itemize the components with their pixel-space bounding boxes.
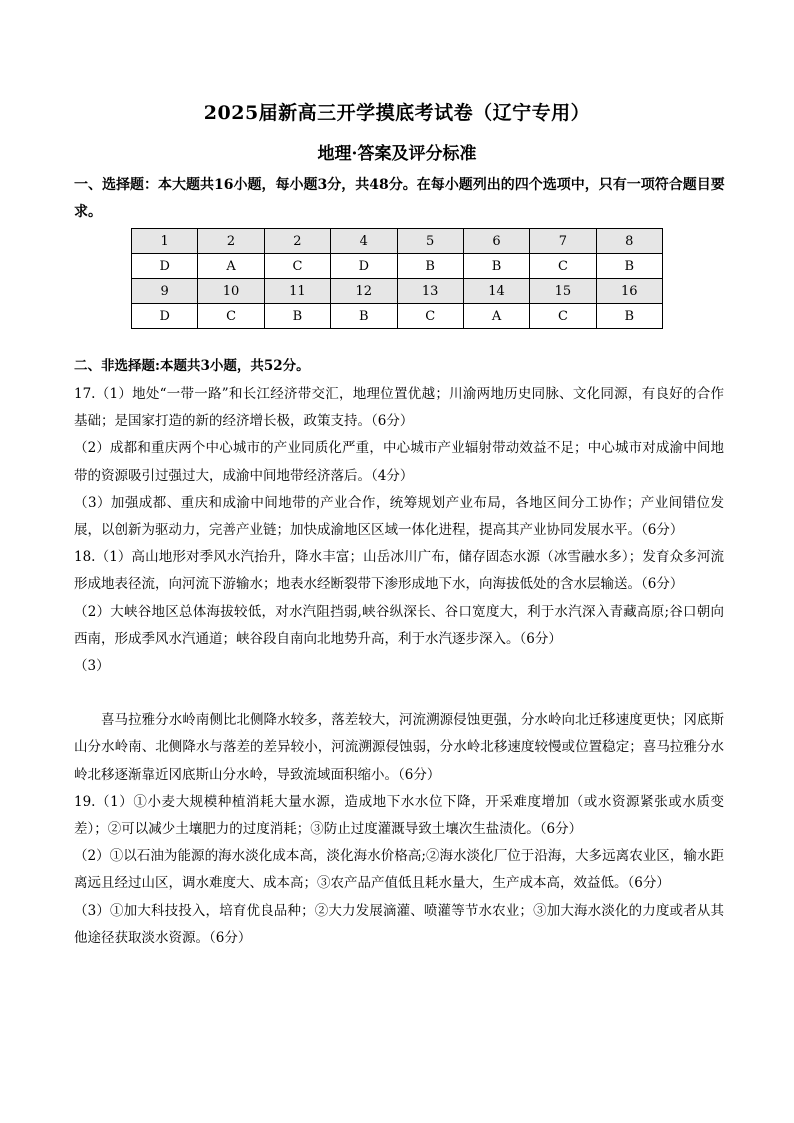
question-number-cell: 12: [331, 279, 397, 304]
answer-table-number-row: [132, 229, 663, 254]
q19-part2: （2）①以石油为能源的海水淡化成本高，淡化海水价格高;②海水淡化厂位于沿海，大多远离农业区，输水距离远且经过山区，调水难度大、成本高；③农产品产值低且耗水量大，生产成本高，效益低。（6分）: [74, 848, 724, 892]
question-number-cell: 7: [530, 229, 596, 254]
q19-part1: 19.（1）①小麦大规模种植消耗大量水源，造成地下水水位下降，开采难度增加（或水资源紧张或水质变差）；②可以减少土壤肥力的过度消耗；③防止过度灌溉导致土壤次生盐渍化。（6分）: [74, 793, 724, 838]
answer-cell: D: [331, 254, 397, 279]
answer-cell: B: [397, 254, 463, 279]
answer-cell: C: [530, 254, 596, 279]
answer-cell: C: [530, 304, 596, 329]
question-number-cell: 14: [463, 279, 529, 304]
answer-cell: C: [397, 304, 463, 329]
q18-part3: 喜马拉雅分水岭南侧比北侧降水较多，落差较大，河流溯源侵蚀更强，分水岭向北迁移速度更快；冈底斯山分水岭南、北侧降水与落差的差异较小，河流溯源侵蚀弱，分水岭北移速度较慢或位置稳定；喜马拉雅分水岭北移逐渐靠近冈底斯山分水岭，导致流域面积缩小。（6分）: [74, 712, 724, 783]
answer-cell: B: [596, 254, 662, 279]
q17-part1: 17.（1）地处“一带一路”和长江经济带交汇，地理位置优越；川渝两地历史同脉、文化同源，有良好的合作基础；是国家打造的新的经济增长极，政策支持。（6分）: [74, 386, 724, 430]
question-answers: [74, 381, 724, 952]
section-one-heading: 一、选择题：本大题共16小题，每小题3分，共48分。在每小题列出的四个选项中，只有一项符合题目要求。: [74, 177, 725, 220]
question-number-cell: 16: [596, 279, 662, 304]
answer-cell: A: [198, 254, 264, 279]
q17-part3: （3）加强成都、重庆和成渝中间地带的产业合作，统筹规划产业布局，各地区间分工协作；产业间错位发展，以创新为驱动力，完善产业链；加快成渝地区区域一体化进程，提高其产业协同发展水平。（6分）: [74, 494, 724, 539]
answer-table-answer-row: [132, 254, 663, 279]
q18-part1: 18.（1）高山地形对季风水汽抬升，降水丰富；山岳冰川广布，储存固态水源（冰雪融水多）；发育众多河流形成地表径流，向河流下游输水；地表水经断裂带下渗形成地下水，向海拔低处的含水层输送。（6分）: [74, 549, 724, 593]
blank-space: [74, 680, 724, 707]
q18-part2: （2）大峡谷地区总体海拔较低，对水汽阻挡弱,峡谷纵深长、谷口宽度大，利于水汽深入青藏高原;谷口朝向西南，形成季风水汽通道；峡谷段自南向北地势升高，利于水汽逐步深入。（6分）: [74, 603, 724, 647]
answer-cell: B: [596, 304, 662, 329]
question-number-cell: 2: [198, 229, 264, 254]
page-title: 2025届新高三开学摸底考试卷（辽宁专用）: [203, 102, 591, 124]
question-number-cell: 4: [331, 229, 397, 254]
question-number-cell: 13: [397, 279, 463, 304]
answer-cell: B: [463, 254, 529, 279]
question-number-cell: 11: [264, 279, 330, 304]
question-number-cell: 15: [530, 279, 596, 304]
answer-cell: A: [463, 304, 529, 329]
q17-part2: （2）成都和重庆两个中心城市的产业同质化严重，中心城市产业辐射带动效益不足；中心城市对成渝中间地带的资源吸引过强过大，成渝中间地带经济落后。（4分）: [74, 440, 724, 484]
q18-part3-label: （3）: [74, 658, 110, 675]
answer-cell: D: [132, 304, 198, 329]
answer-cell: B: [331, 304, 397, 329]
question-number-cell: 5: [397, 229, 463, 254]
question-number-cell: 10: [198, 279, 264, 304]
question-number-cell: 1: [132, 229, 198, 254]
answer-table-answer-row: [132, 304, 663, 329]
question-number-cell: 9: [132, 279, 198, 304]
answer-cell: D: [132, 254, 198, 279]
q19-part3: （3）①加大科技投入，培育优良品种；②大力发展滴灌、喷灌等节水农业；③加大海水淡化的力度或者从其他途径获取淡水资源。（6分）: [74, 902, 724, 946]
section-two-heading: 二、非选择题:本题共3小题，共52分。: [74, 358, 310, 374]
question-number-cell: 6: [463, 229, 529, 254]
answer-table-number-row: [132, 279, 663, 304]
answer-cell: B: [264, 304, 330, 329]
answer-cell: C: [198, 304, 264, 329]
question-number-cell: 8: [596, 229, 662, 254]
page-subtitle: 地理·答案及评分标准: [317, 144, 477, 164]
question-number-cell: 2: [264, 229, 330, 254]
answer-cell: C: [264, 254, 330, 279]
answer-table: [131, 228, 663, 329]
